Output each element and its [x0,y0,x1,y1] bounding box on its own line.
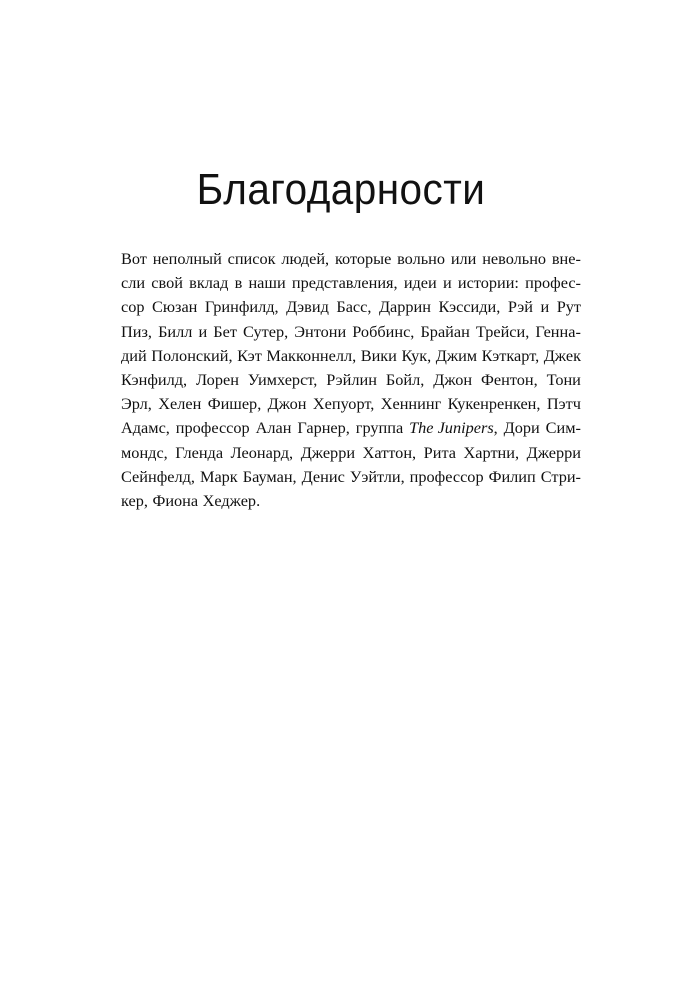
word: в [234,273,243,293]
word: Кэнфилд, [121,369,188,389]
word: Джерри [526,442,581,462]
word: Лорен [196,369,239,389]
word: Фишер, [207,394,262,414]
word: неполный [152,249,222,268]
word: истории: [457,273,519,293]
word: невольно [482,249,547,268]
word: список [227,249,276,268]
word: Билл [158,321,193,341]
acknowledgements-paragraph [121,247,581,513]
text-line [121,320,581,344]
word: Даррин [378,297,431,317]
text-line [121,344,581,368]
word: Кэт [237,345,262,365]
text-line [121,392,581,416]
word: представления, [291,273,398,293]
word: Кукенренкен, [447,394,541,414]
word: сли [121,273,146,293]
word: Денис [301,466,345,486]
word: идеи [403,273,437,293]
word: Тони [546,369,581,389]
word: вклад [189,273,229,293]
text-line [121,247,581,271]
word: профес- [525,273,581,293]
text-line [121,271,581,295]
word: Кэткарт, [481,345,540,365]
word: Адамс, [121,418,170,438]
word: Вот [121,249,147,268]
word: Гленда [175,442,224,462]
word: Джон [433,369,473,389]
word: Дори [503,418,540,438]
word: людей, [281,249,330,268]
word: Гринфилд, [204,297,279,317]
word: вольно [397,249,446,268]
word: мондс, [121,442,168,462]
word: Джим [435,345,478,365]
word: Рита [423,442,456,462]
word: Хеджер. [202,490,261,510]
word: наши [248,273,286,293]
word: Макконнелл, [266,345,357,365]
text-line [121,489,581,513]
word: Джон [267,394,307,414]
word: Хаттон, [362,442,417,462]
word: дий [121,345,147,365]
word: Бет [213,321,237,341]
text-line [121,368,581,392]
word: Фиона [152,490,199,510]
word: Пэтч [546,394,581,414]
word: Сим- [545,418,581,438]
word: Стри- [540,466,581,486]
word: Хеннинг [380,394,442,414]
word: Хелен [158,394,202,414]
text-line [121,465,581,489]
word: Сюзан [152,297,198,317]
word: сор [121,297,145,317]
word: Брайан [420,321,470,341]
word: Роббинс, [352,321,415,341]
word: Энтони [294,321,347,341]
word: Джек [543,345,581,365]
word: которые [334,249,392,268]
word: профессор [175,418,250,438]
word: группа [355,418,404,438]
word: Трейси, [475,321,530,341]
word: Дэвид [286,297,329,317]
word: Бойл, [385,369,425,389]
word: профессор [409,466,484,486]
word: Бауман, [242,466,297,486]
word: Пиз, [121,321,152,341]
word: Филип [488,466,536,486]
word: Хартни, [463,442,520,462]
word: Гарнер, [297,418,350,438]
word: свой [151,273,183,293]
word: или [450,249,477,268]
word: Леонард, [230,442,294,462]
word: The Junipers, [409,418,498,438]
word: Сейнфелд, [121,466,195,486]
word: Басс, [336,297,372,317]
word: Уэйтли, [349,466,405,486]
text-line [121,441,581,465]
word: Уимхерст, [247,369,318,389]
word: кер, [121,490,148,510]
chapter-title: Благодарности [196,165,486,214]
word: Рэй [507,297,533,317]
word: Генна- [535,321,581,341]
word: и [442,273,452,293]
word: Кук, [401,345,432,365]
word: Эрл, [121,394,152,414]
word: Сутер, [243,321,289,341]
word: Рэйлин [326,369,377,389]
word: Джерри [300,442,356,462]
word: Хепуорт, [312,394,375,414]
word: и [540,297,550,317]
word: Фентон, [481,369,538,389]
word: Марк [199,466,238,486]
word: Вики [360,345,397,365]
text-line [121,416,581,440]
word: Полонский, [151,345,233,365]
word: Алан [255,418,292,438]
word: вне- [551,249,581,268]
word: и [198,321,208,341]
word: Кэссиди, [438,297,501,317]
word: Рут [556,297,581,317]
text-line [121,295,581,319]
